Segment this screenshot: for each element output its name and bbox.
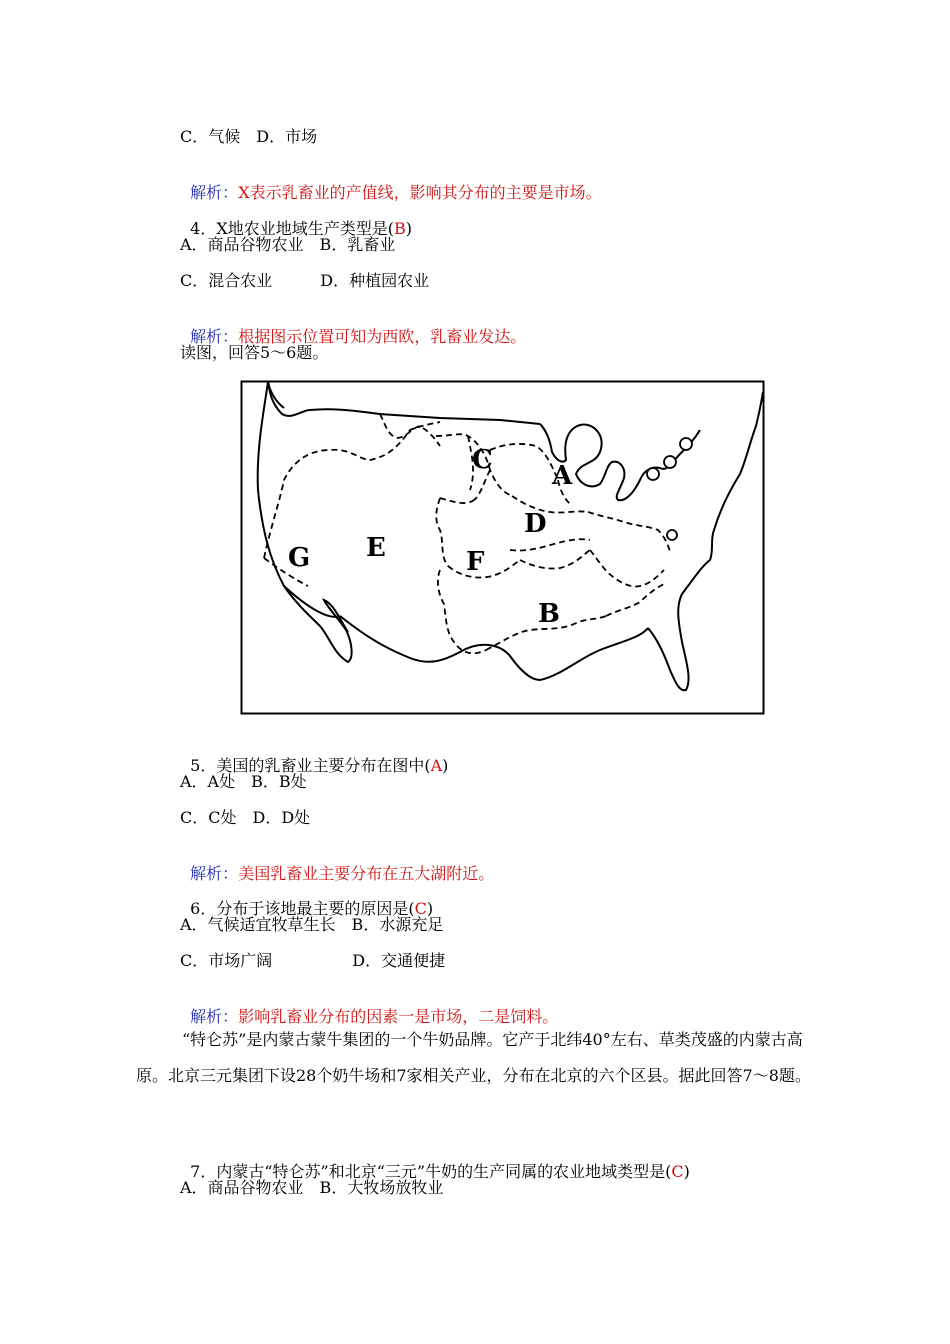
q7-answer: C (671, 1162, 684, 1181)
q7-close: ) (683, 1162, 690, 1181)
explanation-label: 解析： (190, 327, 239, 346)
q3-explanation (180, 163, 602, 203)
map-svg (240, 380, 765, 715)
q5-answer: A (430, 756, 443, 775)
q5-close: ) (442, 756, 449, 775)
q6-text: 6．分布于该地最主要的原因是( (190, 899, 415, 918)
q4-text: 4．X地农业地域生产类型是( (190, 219, 394, 238)
explanation-label: 解析： (190, 1007, 239, 1026)
q5-stem (180, 736, 448, 776)
map-label-c: C (472, 445, 493, 475)
q3-options-cd: C．气候 D．市场 (180, 127, 318, 146)
q6-answer: C (414, 899, 427, 918)
q6-stem (180, 879, 433, 919)
q6-options-ab: A．气候适宜牧草生长 B．水源充足 (180, 915, 444, 934)
map-label-b: B (538, 599, 560, 629)
explanation-text: 美国乳畜业主要分布在五大湖附近。 (238, 864, 495, 883)
q6-explanation (180, 987, 558, 1027)
q6-options-cd: C．市场广阔 D．交通便捷 (180, 951, 446, 970)
read-instruction: 读图，回答5～6题。 (180, 343, 329, 362)
q4-explanation (180, 307, 526, 347)
q5-explanation (180, 844, 494, 884)
q5-options-ab: A．A处 B．B处 (180, 772, 307, 791)
q7-stem (180, 1142, 690, 1182)
map-label-d: D (524, 509, 547, 539)
q4-options-ab: A．商品谷物农业 B．乳畜业 (180, 235, 396, 254)
map-label-g: G (288, 543, 311, 573)
map-label-e: E (366, 533, 386, 563)
explanation-text: X表示乳畜业的产值线，影响其分布的主要是市场。 (238, 183, 602, 202)
usa-agriculture-map (240, 380, 765, 715)
q4-stem (180, 199, 412, 239)
map-label-a: A (552, 461, 573, 491)
q7-text: 7．内蒙古“特仑苏”和北京“三元”牛奶的生产同属的农业地域类型是( (190, 1162, 672, 1181)
q6-close: ) (426, 899, 434, 918)
q4-options-cd: C．混合农业 D．种植园农业 (180, 271, 430, 290)
explanation-text: 影响乳畜业分布的因素一是市场，二是饲料。 (238, 1007, 559, 1026)
q5-text: 5．美国的乳畜业主要分布在图中( (190, 756, 431, 775)
explanation-label: 解析： (190, 183, 239, 202)
passage-paragraph: “特仑苏”是内蒙古蒙牛集团的一个牛奶品牌。它产于北纬40°左右、草类茂盛的内蒙古高原。北京三元集团下设28个奶牛场和7家相关产业，分布在北京的六个区县。据此回答7～8题。 (136, 1030, 811, 1085)
explanation-label: 解析： (190, 864, 239, 883)
q7-options-ab: A．商品谷物农业 B．大牧场放牧业 (180, 1178, 444, 1197)
map-label-f: F (466, 547, 485, 577)
q4-answer: B (394, 219, 406, 238)
q5-options-cd: C．C处 D．D处 (180, 808, 311, 827)
explanation-text: 根据图示位置可知为西欧，乳畜业发达。 (238, 327, 527, 346)
q4-close: ) (405, 219, 413, 238)
map-frame (242, 382, 764, 714)
